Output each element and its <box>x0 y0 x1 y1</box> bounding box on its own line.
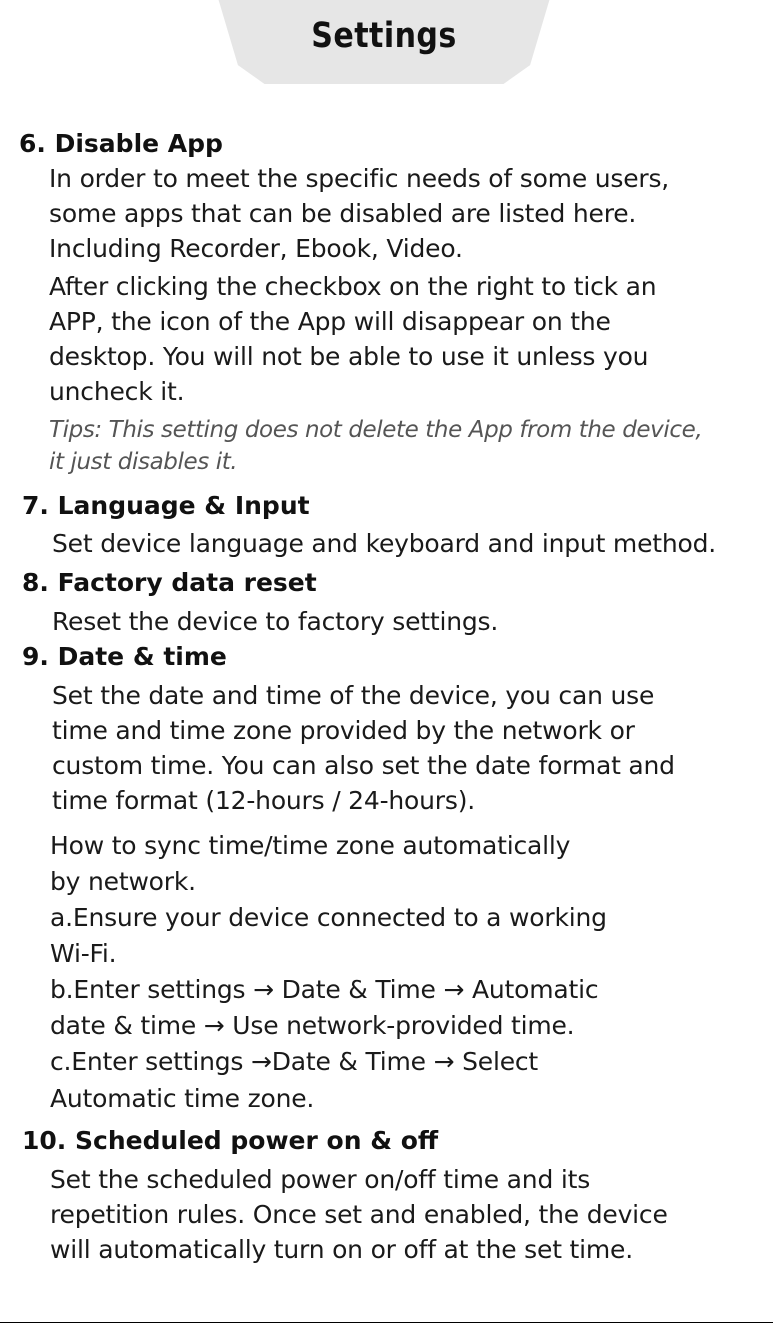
section-heading-scheduled-power: 10. Scheduled power on & off <box>22 1126 439 1155</box>
body-line: a.Ensure your device connected to a working <box>50 903 607 932</box>
body-line: Including Recorder, Ebook, Video. <box>49 234 463 263</box>
body-line: How to sync time/time zone automatically <box>50 831 571 860</box>
body-line: by network. <box>50 867 196 896</box>
body-line: will automatically turn on or off at the set time. <box>50 1235 633 1264</box>
section-heading-factory-reset: 8. Factory data reset <box>22 568 317 597</box>
body-line: repetition rules. Once set and enabled, the device <box>50 1200 668 1229</box>
body-line: desktop. You will not be able to use it unless you <box>49 342 649 371</box>
page-title: Settings <box>311 16 457 56</box>
body-line: Wi-Fi. <box>50 939 117 968</box>
body-line: Set the scheduled power on/off time and its <box>50 1165 591 1194</box>
body-line: time and time zone provided by the network or <box>52 716 635 745</box>
tip-line: Tips: This setting does not delete the App from the device, <box>49 417 703 443</box>
body-line: In order to meet the specific needs of some users, <box>49 164 670 193</box>
body-line: c.Enter settings →Date & Time → Select <box>50 1047 539 1076</box>
body-line: date & time → Use network-provided time. <box>50 1011 575 1040</box>
body-line: Set device language and keyboard and input method. <box>52 529 717 558</box>
body-line: APP, the icon of the App will disappear on the <box>49 307 611 336</box>
section-heading-date-time: 9. Date & time <box>22 642 227 671</box>
body-line: time format (12-hours / 24-hours). <box>52 786 475 815</box>
body-line: Set the date and time of the device, you can use <box>52 681 655 710</box>
body-line: uncheck it. <box>49 377 185 406</box>
body-line: custom time. You can also set the date format and <box>52 751 675 780</box>
body-line: b.Enter settings → Date & Time → Automatic <box>50 975 599 1004</box>
body-line: Reset the device to factory settings. <box>52 607 499 636</box>
tip-line: it just disables it. <box>49 449 238 475</box>
body-line: After clicking the checkbox on the right to tick an <box>49 272 657 301</box>
body-line: some apps that can be disabled are listed here. <box>49 199 637 228</box>
bottom-divider <box>0 1322 773 1323</box>
section-heading-language-input: 7. Language & Input <box>22 491 310 520</box>
body-line: Automatic time zone. <box>50 1084 315 1113</box>
section-heading-disable-app: 6. Disable App <box>19 129 223 158</box>
